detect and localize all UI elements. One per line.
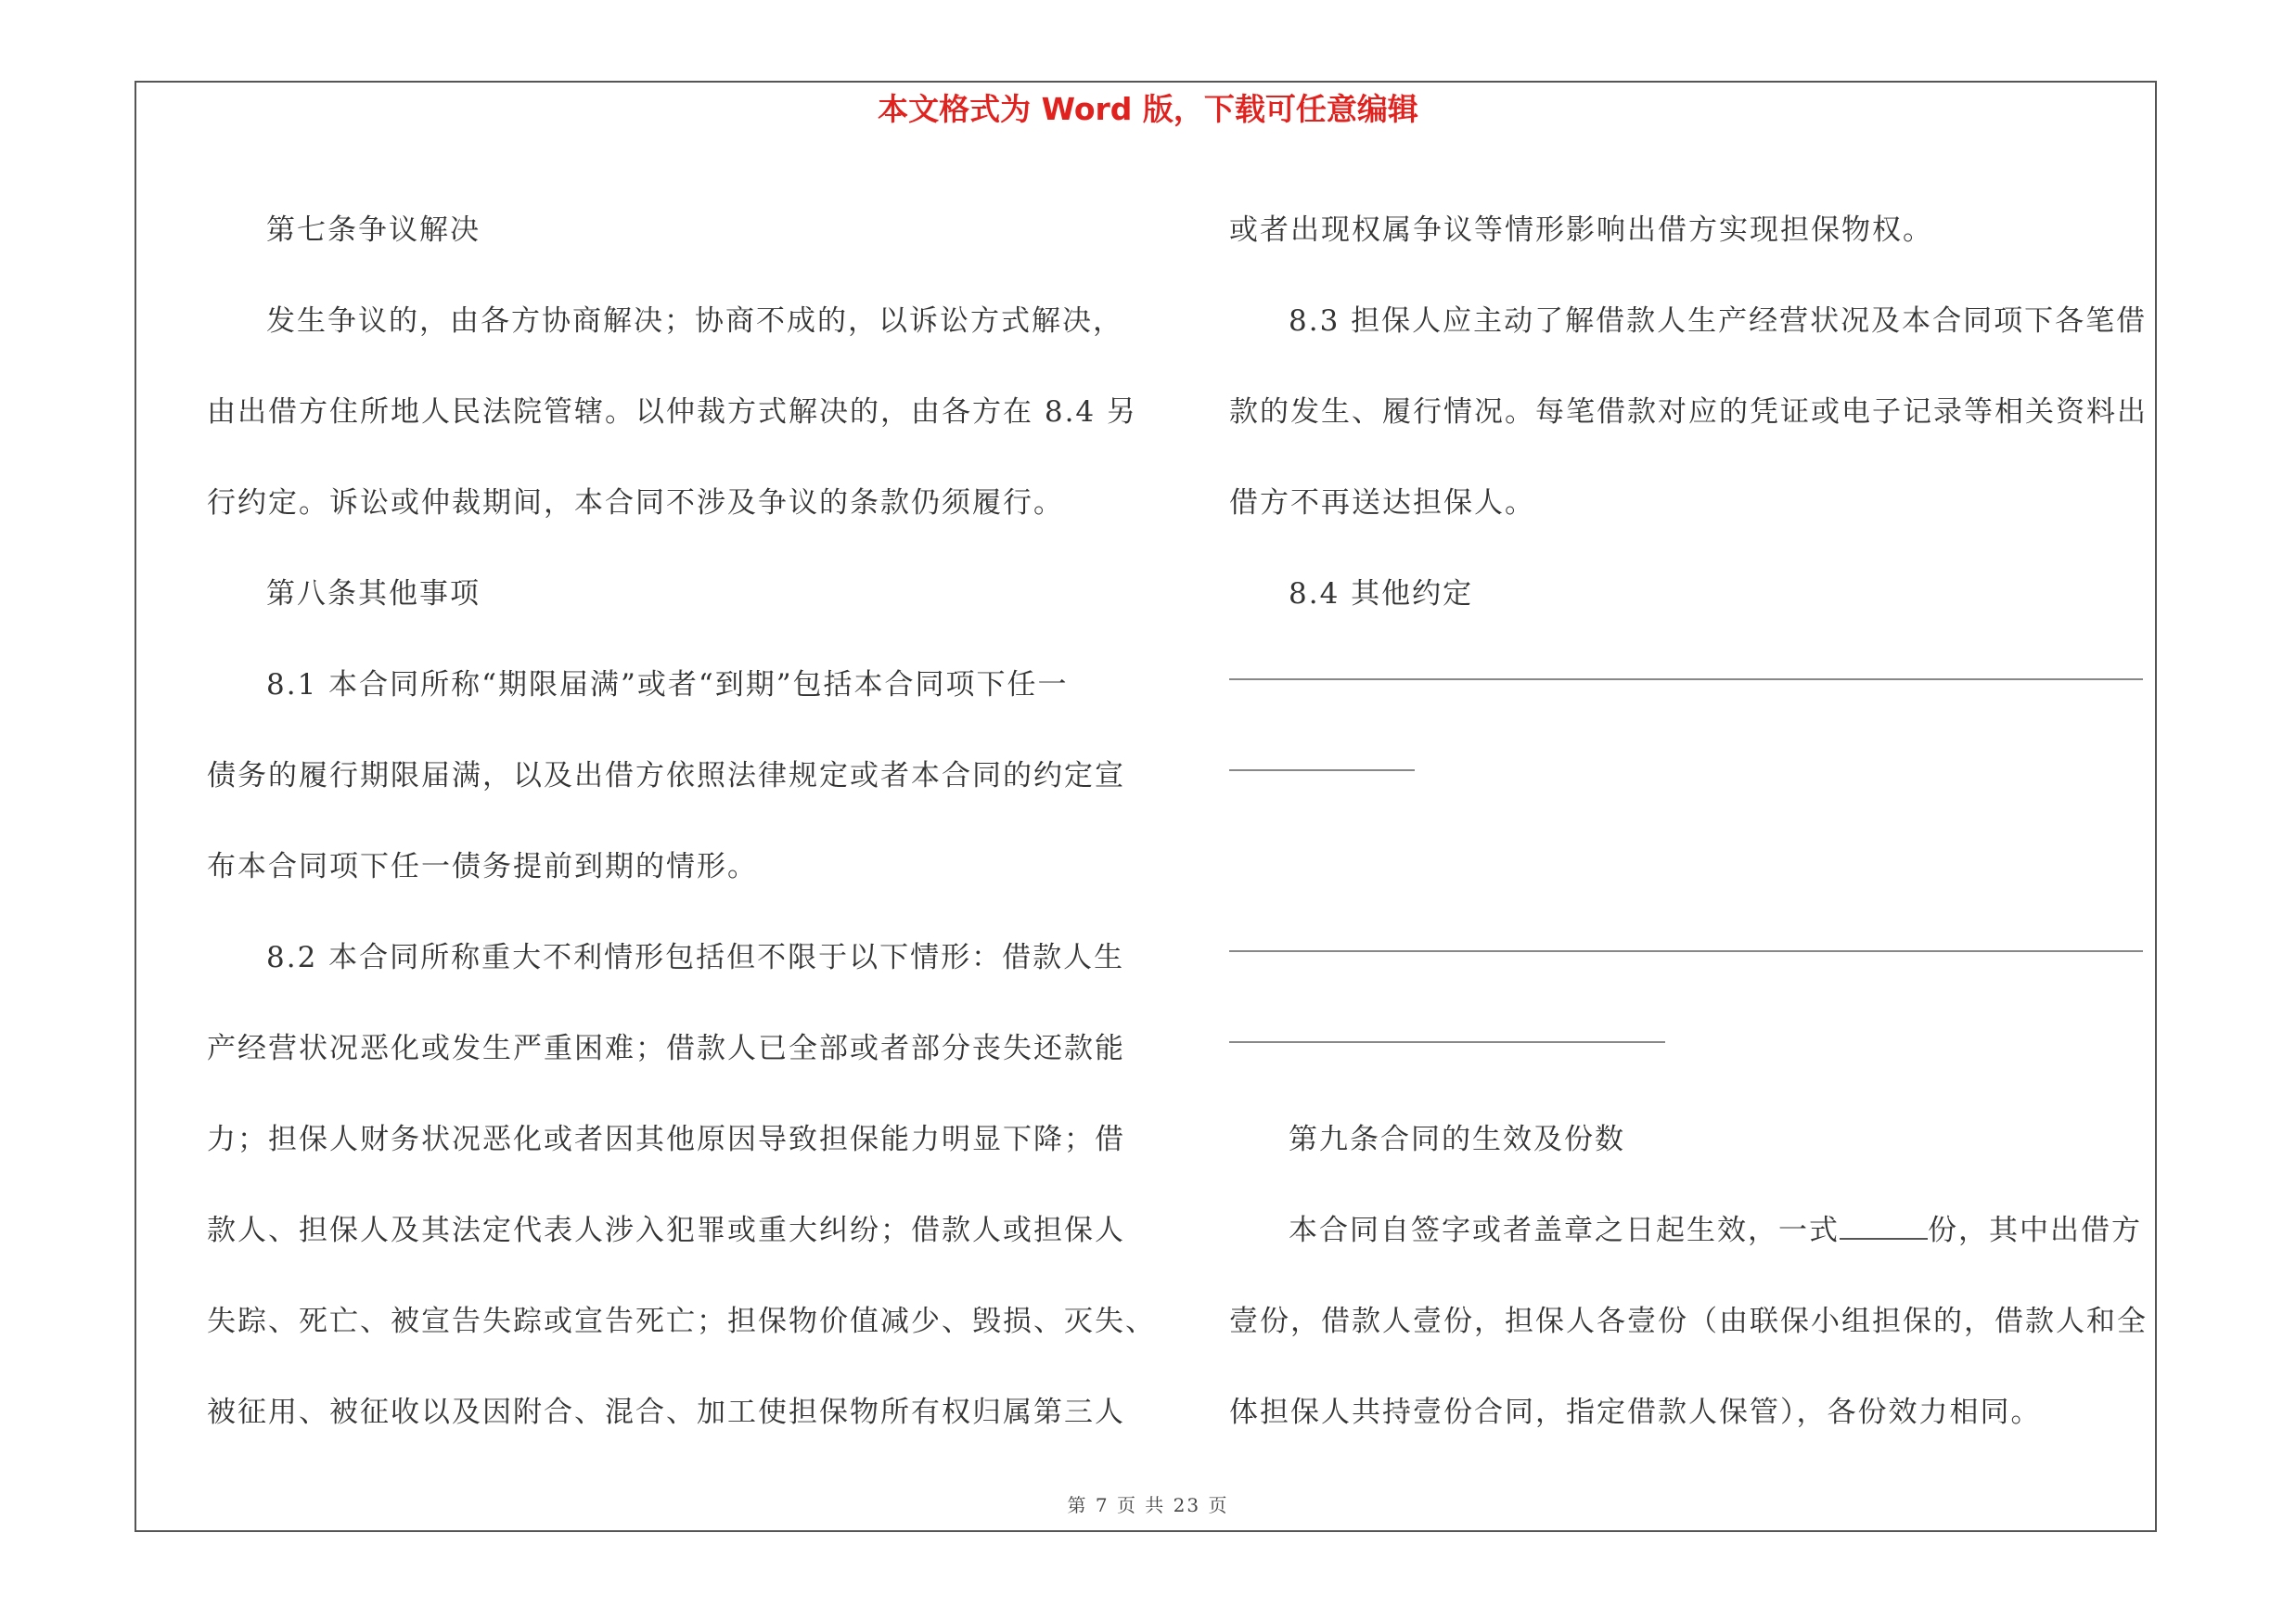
article9-text: 本合同自签字或者盖章之日起生效，一式 [1289,1214,1840,1247]
section-8-1-line: 债务的履行期限届满，以及出借方依照法律规定或者本合同的约定宣 [207,759,1125,792]
section-8-2-line: 被征用、被征收以及因附合、混合、加工使担保物所有权归属第三人 [207,1396,1125,1429]
section-8-3-line: 8.3 担保人应主动了解借款人生产经营状况及本合同项下各笔借 [1289,304,2148,338]
right-column-article9 [1229,1094,2157,1458]
section-8-2-line: 款人、担保人及其法定代表人涉入犯罪或重大纠纷；借款人或担保人 [207,1214,1125,1247]
article8-title: 第八条其他事项 [266,577,481,611]
section-8-2-line: 力；担保人财务状况恶化或者因其他原因导致担保能力明显下降；借 [207,1123,1125,1156]
article9-line [1229,1185,2157,1276]
section-8-2-line: 产经营状况恶化或发生严重困难；借款人已全部或者部分丧失还款能 [207,1032,1125,1065]
article9-title: 第九条合同的生效及份数 [1289,1123,1625,1156]
article7-title: 第七条争议解决 [266,213,481,247]
article7-paragraph-line: 行约定。诉讼或仲裁期间，本合同不涉及争议的条款仍须履行。 [207,486,1064,520]
section-8-1-line: 布本合同项下任一债务提前到期的情形。 [207,850,758,883]
fill-in-blank-line[interactable] [1229,950,2143,952]
fill-in-blank-line[interactable] [1229,678,2143,680]
fill-in-blank-line[interactable] [1229,1041,1665,1043]
copies-blank[interactable] [1840,1210,1928,1240]
article7-paragraph-line: 发生争议的，由各方协商解决；协商不成的，以诉讼方式解决， [266,304,1123,338]
section-8-2-line: 8.2 本合同所称重大不利情形包括但不限于以下情形：借款人生 [266,941,1125,974]
section-8-4-title: 8.4 其他约定 [1289,577,1474,611]
section-8-3-line: 款的发生、履行情况。每笔借款对应的凭证或电子记录等相关资料出 [1229,395,2148,429]
article9-text: 份，其中出借方 [1928,1214,2142,1247]
right-column [1229,185,2157,639]
left-column [207,185,1156,1458]
article9-line: 体担保人共持壹份合同，指定借款人保管），各份效力相同。 [1229,1396,2042,1429]
format-banner: 本文格式为 Word 版，下载可任意编辑 [878,91,1418,127]
page-number-footer: 第 7 页 共 23 页 [1067,1494,1229,1516]
section-8-1-line: 8.1 本合同所称“期限届满”或者“到期”包括本合同项下任一 [266,668,1069,702]
section-8-3-line: 借方不再送达担保人。 [1229,486,1535,520]
fill-in-blank-line[interactable] [1229,769,1415,771]
article9-line: 壹份，借款人壹份，担保人各壹份（由联保小组担保的，借款人和全 [1229,1305,2148,1338]
continuation-line: 或者出现权属争议等情形影响出借方实现担保物权。 [1229,213,1933,247]
article7-paragraph-line: 由出借方住所地人民法院管辖。以仲裁方式解决的，由各方在 8.4 另 [207,395,1138,429]
section-8-2-line: 失踪、死亡、被宣告失踪或宣告死亡；担保物价值减少、毁损、灭失、 [207,1305,1156,1338]
